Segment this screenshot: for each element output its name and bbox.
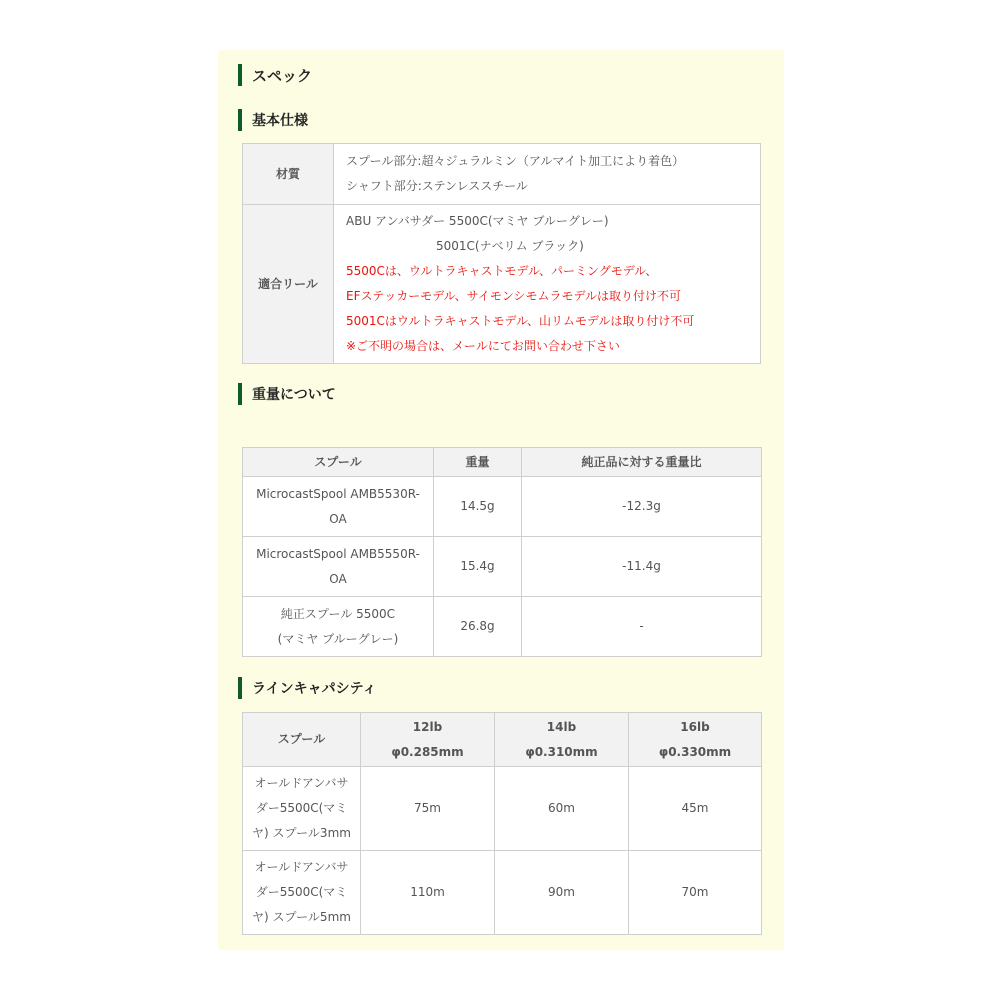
spool-line: 純正スプール 5500C bbox=[280, 606, 396, 621]
reel-warning: 5500Cは、ウルトラキャストモデル、パーミングモデル、 bbox=[346, 264, 658, 278]
spool-line: ヤ) スプール5mm bbox=[252, 910, 351, 924]
reel-line: ABU アンバサダー 5500C(マミヤ ブルーグレー) bbox=[346, 214, 609, 228]
heading-bar bbox=[238, 677, 242, 699]
diameter-label: φ0.285mm bbox=[391, 744, 464, 759]
heading-basic bbox=[238, 108, 308, 132]
diameter-label: φ0.310mm bbox=[525, 744, 598, 759]
heading-weight bbox=[238, 382, 336, 406]
table-row bbox=[243, 477, 762, 537]
capacity-value: 60m bbox=[495, 767, 629, 851]
spool-line: MicrocastSpool AMB5550R- bbox=[256, 546, 420, 561]
reel-warning: 5001Cはウルトラキャストモデル、山リムモデルは取り付け不可 bbox=[346, 314, 695, 328]
capacity-value: 75m bbox=[361, 767, 495, 851]
spool-line: OA bbox=[329, 571, 347, 586]
capacity-value: 110m bbox=[361, 851, 495, 935]
heading-bar bbox=[238, 109, 242, 131]
spool-line: OA bbox=[329, 511, 347, 526]
weight-value: 14.5g bbox=[434, 477, 522, 537]
lb-label: 12lb bbox=[412, 719, 443, 734]
spool-line: ダー5500C(マミ bbox=[255, 801, 348, 815]
spool-line: MicrocastSpool AMB5530R- bbox=[256, 486, 420, 501]
col-header-spool: スプール bbox=[243, 713, 361, 767]
spool-line: (マミヤ ブルーグレー) bbox=[277, 631, 399, 646]
col-header: スプール bbox=[243, 448, 434, 477]
spool-line: ヤ) スプール3mm bbox=[252, 826, 351, 840]
spool-name bbox=[243, 537, 434, 597]
reel-value bbox=[334, 205, 761, 364]
table-row bbox=[243, 851, 762, 935]
spool-line: ダー5500C(マミ bbox=[255, 885, 348, 899]
lb-label: 16lb bbox=[680, 719, 710, 734]
weight-value: 26.8g bbox=[434, 597, 522, 657]
reel-line: 5001C(ナベリム ブラック) bbox=[436, 239, 584, 253]
lb-label: 14lb bbox=[546, 719, 577, 734]
col-header-12lb bbox=[361, 713, 495, 767]
table-row bbox=[243, 597, 762, 657]
material-value bbox=[334, 144, 761, 205]
ratio-value: - bbox=[522, 597, 762, 657]
table-row bbox=[243, 537, 762, 597]
capacity-value: 90m bbox=[495, 851, 629, 935]
heading-line-text: ラインキャパシティ bbox=[252, 681, 377, 697]
table-header-row bbox=[243, 448, 762, 477]
heading-spec bbox=[238, 63, 312, 87]
col-header: 純正品に対する重量比 bbox=[522, 448, 762, 477]
spool-name bbox=[243, 767, 361, 851]
weight-value: 15.4g bbox=[434, 537, 522, 597]
weight-table bbox=[242, 447, 762, 657]
line-capacity-table bbox=[242, 712, 762, 935]
capacity-value: 45m bbox=[629, 767, 762, 851]
material-line: シャフト部分:ステンレススチール bbox=[346, 179, 528, 193]
heading-line bbox=[238, 676, 376, 700]
material-label: 材質 bbox=[243, 144, 334, 205]
ratio-value: -12.3g bbox=[522, 477, 762, 537]
material-line: スプール部分:超々ジュラルミン（アルマイト加工により着色） bbox=[346, 154, 685, 168]
spool-line: オールドアンバサ bbox=[254, 860, 349, 874]
ratio-value: -11.4g bbox=[522, 537, 762, 597]
col-header-14lb bbox=[495, 713, 629, 767]
col-header: 重量 bbox=[434, 448, 522, 477]
reel-warning: ※ご不明の場合は、メールにてお問い合わせ下さい bbox=[346, 339, 620, 353]
table-row bbox=[243, 144, 761, 205]
table-row bbox=[243, 205, 761, 364]
heading-basic-text: 基本仕様 bbox=[252, 113, 308, 129]
table-row bbox=[243, 767, 762, 851]
spool-line: オールドアンバサ bbox=[254, 776, 349, 790]
basic-spec-table bbox=[242, 143, 761, 364]
heading-bar bbox=[238, 64, 242, 86]
col-header-16lb bbox=[629, 713, 762, 767]
heading-weight-text: 重量について bbox=[252, 387, 336, 403]
capacity-value: 70m bbox=[629, 851, 762, 935]
spool-name bbox=[243, 597, 434, 657]
spool-name bbox=[243, 851, 361, 935]
reel-warning: EFステッカーモデル、サイモンシモムラモデルは取り付け不可 bbox=[346, 289, 681, 303]
table-header-row bbox=[243, 713, 762, 767]
spool-name bbox=[243, 477, 434, 537]
diameter-label: φ0.330mm bbox=[658, 744, 732, 759]
reel-label: 適合リール bbox=[243, 205, 334, 364]
heading-spec-text: スペック bbox=[252, 66, 313, 85]
heading-bar bbox=[238, 383, 242, 405]
